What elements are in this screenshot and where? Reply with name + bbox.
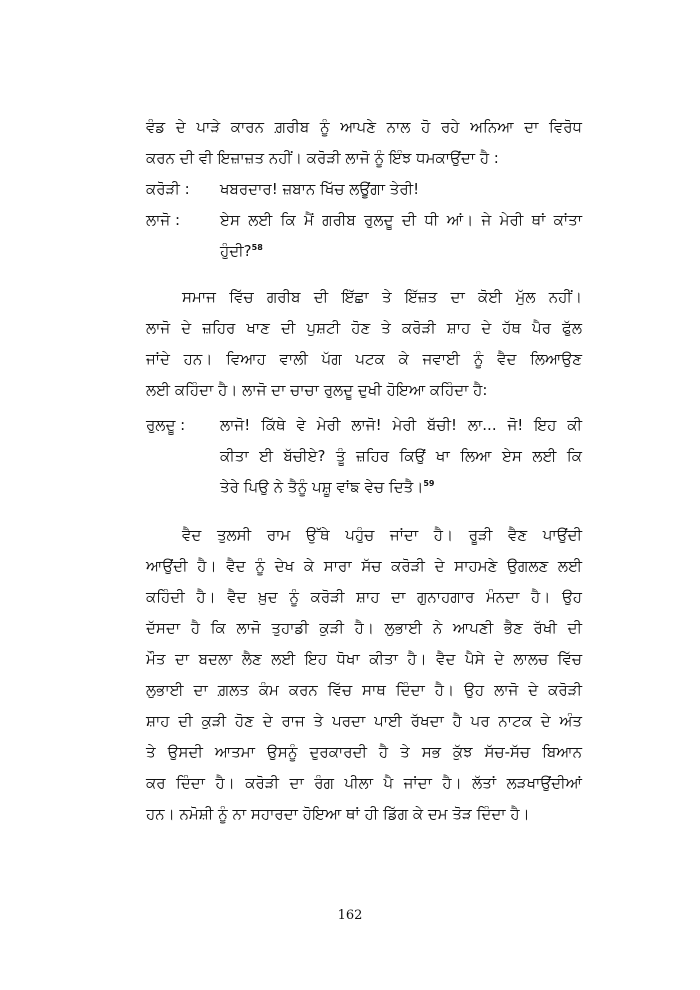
text-line: ਕਰਨ ਦੀ ਵੀ ਇਜ਼ਾਜ਼ਤ ਨਹੀਂ। ਕਰੋੜੀ ਲਾਜੋ ਨੂੰ ਇੰਝ ਧਮਕਾਉਂਦਾ ਹੈ : — [146, 149, 499, 167]
text-line: ਵੰਡ ਦੇ ਪਾੜੇ ਕਾਰਨ ਗ਼ਰੀਬ ਨੂੰ ਆਪਣੇ ਨਾਲ ਹੋ ਰਹੇ ਅਨਿਆ ਦਾ ਵਿਰੋਧ — [146, 118, 582, 136]
speech-text: ਤੇਰੇ ਪਿਉ ਨੇ ਤੈਨੂੰ ਪਸ਼ੂ ਵਾਂਙ ਵੇਚ ਦਿਤੈ। — [220, 478, 424, 496]
footnote-marker: 58 — [251, 243, 263, 252]
text-line: ਆਉਂਦੀ ਹੈ। ਵੈਦ ਨੂੰ ਦੇਖ ਕੇ ਸਾਰਾ ਸੱਚ ਕਰੋੜੀ ਦੇ ਸਾਹਮਣੇ ਉਗਲਣ ਲਈ — [146, 557, 582, 575]
text-line: ਲੁਭਾਈ ਦਾ ਗ਼ਲਤ ਕੰਮ ਕਰਨ ਵਿੱਚ ਸਾਥ ਦਿੰਦਾ ਹੈ। ਉਹ ਲਾਜੋ ਦੇ ਕਰੋੜੀ — [146, 681, 582, 699]
speech-line: ਲਾਜੋ! ਕਿੱਥੇ ਵੇ ਮੇਰੀ ਲਾਜੋ! ਮੇਰੀ ਬੱਚੀ! ਲਾ... ਜੋ! ਇਹ ਕੀ — [220, 416, 582, 434]
text-line: ਸਮਾਜ ਵਿੱਚ ਗਰੀਬ ਦੀ ਇੱਛਾ ਤੇ ਇੱਜ਼ਤ ਦਾ ਕੋਈ ਮੁੱਲ ਨਹੀਂ। — [182, 288, 582, 306]
dialogue-row — [146, 472, 582, 503]
text-line: ਕਹਿੰਦੀ ਹੈ। ਵੈਦ ਖ਼ੁਦ ਨੂੰ ਕਰੋੜੀ ਸ਼ਾਹ ਦਾ ਗੁਨਾਹਗਾਰ ਮੰਨਦਾ ਹੈ। ਉਹ — [146, 588, 582, 606]
speech-line: ਕੀਤਾ ਈ ਬੱਚੀਏ? ਤੂੰ ਜ਼ਹਿਰ ਕਿਉਂ ਖਾ ਲਿਆ ਏਸ ਲਈ ਕਿ — [220, 447, 582, 465]
text-line: ਸ਼ਾਹ ਦੀ ਕੁੜੀ ਹੋਣ ਦੇ ਰਾਜ ਤੇ ਪਰਦਾ ਪਾਈ ਰੱਖਦਾ ਹੈ ਪਰ ਨਾਟਕ ਦੇ ਅੰਤ — [146, 712, 582, 730]
dialogue-row — [146, 410, 582, 441]
paragraph-3 — [146, 520, 582, 830]
speech-line: ਏਸ ਲਈ ਕਿ ਮੈਂ ਗਰੀਬ ਰੁਲਦੂ ਦੀ ਧੀ ਆਂ। ਜੇ ਮੇਰੀ ਥਾਂ ਕਾਂਤਾ — [220, 211, 582, 229]
dialogue-row — [146, 441, 582, 472]
text-line: ਦੱਸਦਾ ਹੈ ਕਿ ਲਾਜੋ ਤੁਹਾਡੀ ਕੁੜੀ ਹੈ। ਲੁਭਾਈ ਨੇ ਆਪਣੀ ਭੈਣ ਰੱਖੀ ਦੀ — [146, 619, 582, 637]
speech-line — [220, 236, 582, 267]
text-line: ਵੈਦ ਤੁਲਸੀ ਰਾਮ ਉੱਥੇ ਪਹੁੰਚ ਜਾਂਦਾ ਹੈ। ਰੂੜੀ ਵੈਣ ਪਾਉਂਦੀ — [182, 526, 582, 544]
text-line: ਤੇ ਉਸਦੀ ਆਤਮਾ ਉਸਨੂੰ ਦੁਰਕਾਰਦੀ ਹੈ ਤੇ ਸਭ ਕੁੱਝ ਸੱਚ-ਸੱਚ ਬਿਆਨ — [146, 743, 582, 761]
footnote-marker: 59 — [423, 479, 435, 488]
page-number: 162 — [337, 908, 363, 923]
paragraph-1 — [146, 112, 582, 174]
speech-text: ਹੁੰਦੀ? — [220, 242, 252, 260]
text-line: ਮੌਤ ਦਾ ਬਦਲਾ ਲੈਣ ਲਈ ਇਹ ਧੋਖਾ ਕੀਤਾ ਹੈ। ਵੈਦ ਪੈਸੇ ਦੇ ਲਾਲਚ ਵਿੱਚ — [146, 650, 582, 668]
speaker-name: ਕਰੋੜੀ : — [146, 180, 190, 198]
paragraph-2 — [146, 282, 582, 406]
text-line: ਕਰ ਦਿੰਦਾ ਹੈ। ਕਰੋੜੀ ਦਾ ਰੰਗ ਪੀਲਾ ਪੈ ਜਾਂਦਾ ਹੈ। ਲੱਤਾਂ ਲੜਖਾਉਂਦੀਆਂ — [146, 774, 582, 792]
text-line: ਲਈ ਕਹਿੰਦਾ ਹੈ। ਲਾਜੋ ਦਾ ਚਾਚਾ ਰੁਲਦੂ ਦੁਖੀ ਹੋਇਆ ਕਹਿੰਦਾ ਹੈ: — [146, 381, 488, 399]
dialogue-block-2 — [146, 410, 582, 503]
dialogue-row — [146, 236, 582, 267]
speaker-name: ਲਾਜੋ : — [146, 211, 181, 229]
text-line: ਜਾਂਦੇ ਹਨ। ਵਿਆਹ ਵਾਲੀ ਪੱਗ ਪਟਕ ਕੇ ਜਵਾਈ ਨੂੰ ਵੈਦ ਲਿਆਉਣ — [146, 350, 582, 368]
dialogue-block-1 — [146, 174, 582, 267]
speech-line — [220, 472, 582, 503]
dialogue-row — [146, 205, 582, 236]
text-line: ਹਨ। ਨਮੋਸ਼ੀ ਨੂੰ ਨਾ ਸਹਾਰਦਾ ਹੋਇਆ ਥਾਂ ਹੀ ਡਿੱਗ ਕੇ ਦਮ ਤੋੜ ਦਿੰਦਾ ਹੈ। — [146, 805, 530, 823]
dialogue-row — [146, 174, 582, 205]
text-line: ਲਾਜੋ ਦੇ ਜ਼ਹਿਰ ਖਾਣ ਦੀ ਪੁਸ਼ਟੀ ਹੋਣ ਤੇ ਕਰੋੜੀ ਸ਼ਾਹ ਦੇ ਹੱਥ ਪੈਰ ਫੁੱਲ — [146, 319, 582, 337]
speech-line: ਖਬਰਦਾਰ! ਜ਼ਬਾਨ ਖਿੱਚ ਲਊਂਗਾ ਤੇਰੀ! — [220, 180, 420, 198]
speaker-name: ਰੁਲਦੂ : — [146, 416, 186, 434]
